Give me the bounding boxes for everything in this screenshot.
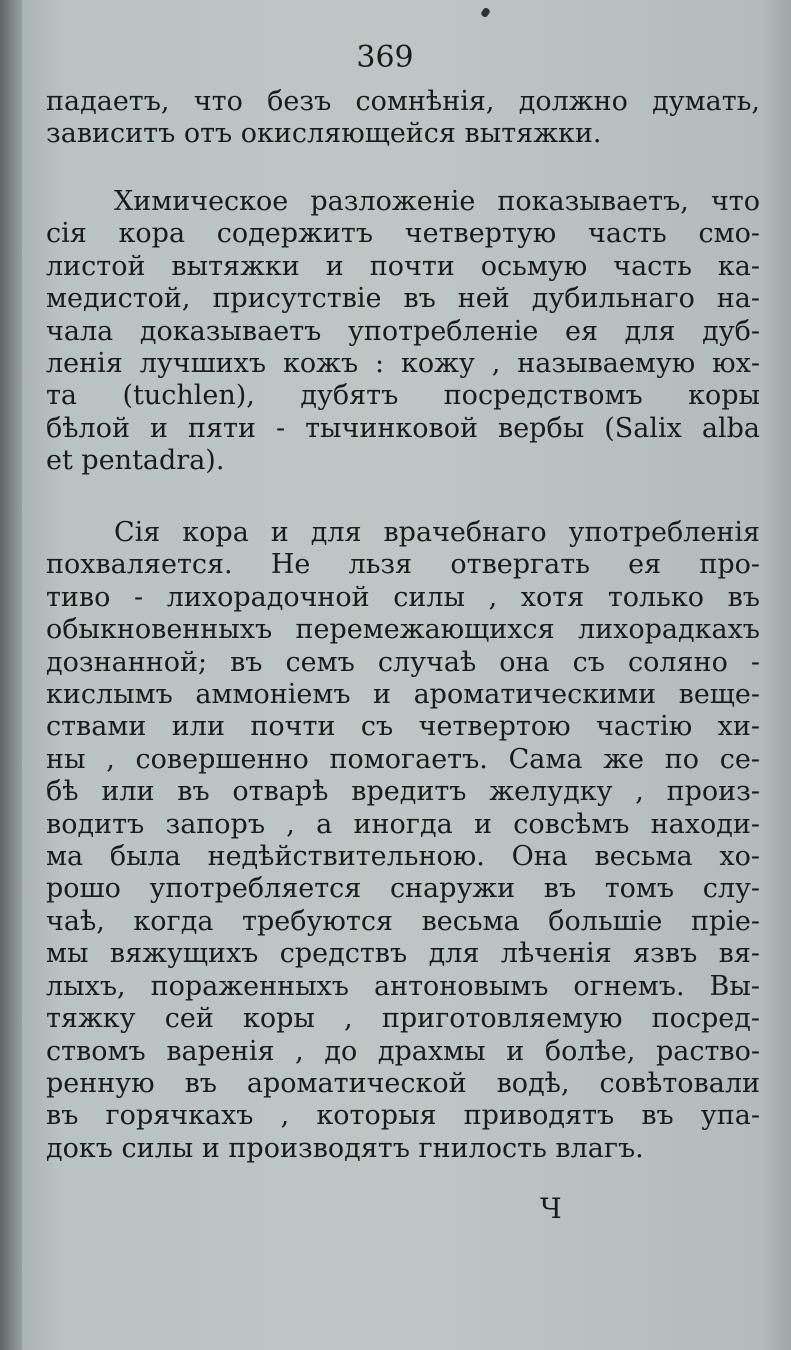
text-line: бѣ или въ отварѣ вредитъ желудку , произ- bbox=[46, 776, 760, 808]
text-line: медистой, присутствіе въ ней дубильнаго на- bbox=[46, 283, 760, 315]
text-line: похваляется. Не льзя отвергать ея про- bbox=[46, 549, 760, 581]
text-line: чаѣ, когда требуются весьма большіе пріе- bbox=[46, 905, 760, 937]
ink-speck bbox=[480, 7, 491, 18]
text-line: ны , совершенно помогаетъ. Сама же по се- bbox=[46, 743, 760, 775]
text-line: листой вытяжки и почти осьмую часть ка- bbox=[46, 250, 760, 282]
catchword: Ч bbox=[540, 1192, 562, 1225]
text-line: кислымъ аммоніемъ и ароматическими веще- bbox=[46, 679, 760, 711]
text-line: ленія лучшихъ кожъ : кожу , называемую юх- bbox=[46, 348, 760, 380]
text-line: ствами или почти съ четвертою частію хи- bbox=[46, 711, 760, 743]
text-line: Химическое разложеніе показываетъ, что bbox=[114, 186, 760, 217]
text-line: тиво - лихорадочной силы , хотя только въ bbox=[46, 581, 760, 613]
text-line: дознанной; въ семъ случаѣ она съ соляно - bbox=[46, 646, 760, 678]
text-line: рошо употребляется снаружи въ томъ слу- bbox=[46, 873, 760, 905]
text-line: обыкновенныхъ перемежающихся лихорадкахъ bbox=[46, 614, 760, 646]
text-line: та (tuchlen), дубятъ посредствомъ коры bbox=[46, 380, 760, 412]
text-line: лыхъ, пораженныхъ антоновымъ огнемъ. Вы- bbox=[46, 970, 760, 1002]
text-line: чала доказываетъ употребленіе ея для дуб- bbox=[46, 315, 760, 347]
paragraph-medical-use bbox=[46, 517, 760, 1165]
text-line: въ горячкахъ , которыя приводятъ въ упа- bbox=[46, 1100, 760, 1132]
paragraph-continued bbox=[46, 86, 760, 151]
paragraph-chemical-analysis bbox=[46, 186, 760, 478]
text-line: ренную въ ароматической водѣ, совѣтовали bbox=[46, 1067, 760, 1099]
text-line: тяжку сей коры , приготовляемую посред- bbox=[46, 1003, 760, 1035]
spine-shadow bbox=[0, 0, 22, 1350]
text-line: водитъ запоръ , а иногда и совсѣмъ находи- bbox=[46, 808, 760, 840]
text-line: сія кора содержитъ четвертую часть смо- bbox=[46, 218, 760, 250]
text-line: бѣлой и пяти - тычинковой вербы (Salix alba bbox=[46, 412, 760, 444]
text-line: падаетъ, что безъ сомнѣнія, должно думать, bbox=[46, 86, 760, 117]
text-line: Сія кора и для врачебнаго употребленія bbox=[114, 517, 760, 548]
text-line: ствомъ варенія , до драхмы и болѣе, раство- bbox=[46, 1035, 760, 1067]
text-line: ма была недѣйствительною. Она весьма хо- bbox=[46, 841, 760, 873]
text-line: мы вяжущихъ средствъ для лѣченія язвъ вя- bbox=[46, 938, 760, 970]
text-line: et pentadra). bbox=[46, 445, 225, 477]
text-line: зависитъ отъ окисляющейся вытяжки. bbox=[46, 118, 602, 150]
page-number: 369 bbox=[356, 40, 414, 75]
text-line: докъ силы и производятъ гнилость влагъ. bbox=[46, 1132, 644, 1164]
